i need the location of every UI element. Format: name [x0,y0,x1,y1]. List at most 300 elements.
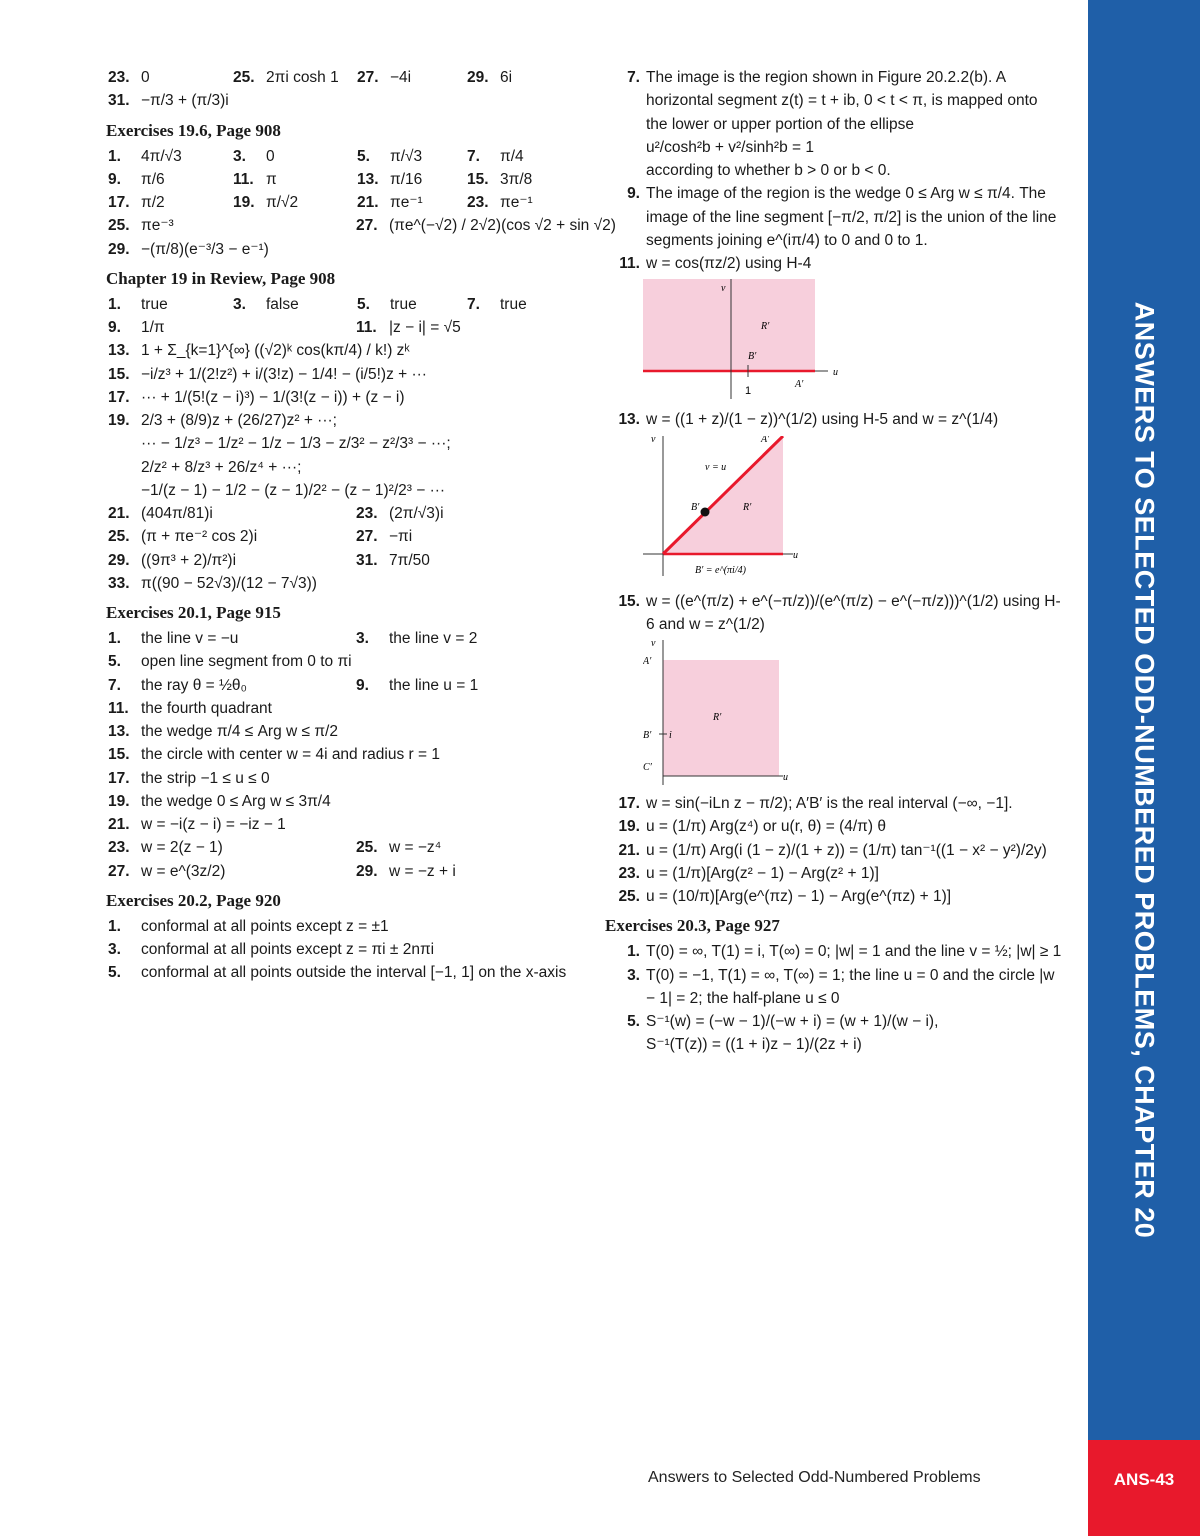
answer-row [108,627,578,650]
problem-number: 11. [108,699,129,717]
problem-number: 31. [356,551,378,569]
problem-number: 3. [627,966,640,984]
problem-answer: conformal at all points except z = πi ± 2nπi [141,941,435,958]
answer-cell [108,479,445,502]
problem-answer: u = (1/π) Arg(i (1 − z)/(1 + z)) = (1/π) tan⁻¹((1 − x² − y²)/2y) [646,841,1047,859]
label-v: v [721,283,726,295]
answer-cell [108,938,434,961]
answers-chapter19-5 [108,66,578,113]
problem-answer: u = (1/π) Arg(z⁴) or u(r, θ) = (4/π) θ [646,818,886,836]
answer-item [607,885,1062,908]
label-v: v [651,640,656,649]
problem-number: 29. [108,240,130,258]
problem-answer: π/√2 [266,194,299,211]
answer-cell [108,502,356,525]
answer-cell [108,66,233,89]
answer-cell [108,89,229,112]
problem-answer: T(0) = −1, T(1) = ∞, T(∞) = 1; the line u = 0 and the circle |w − 1| = 2; the half-plane u ≤ 0 [646,966,1055,1007]
answer-row [108,813,578,836]
answer-cell [356,525,412,548]
answer-cell [357,145,467,168]
problem-answer: open line segment from 0 to πi [141,653,352,671]
problem-answer: 4π/√3 [141,147,182,165]
answer-cell [108,145,233,168]
answer-row [108,743,578,766]
answer-cell [467,191,533,214]
problem-answer: The image is the region shown in Figure 20.2.2(b). A horizontal segment z(t) = t + ib, 0 < t < π, is mapped onto the lower or upper portion of the ellipse [646,69,1038,133]
problem-answer: w = −z⁴ [389,839,442,857]
label-r: R′ [743,501,752,513]
answer-cell [108,409,337,432]
heading-exercises-20-3: Exercises 20.3, Page 927 [605,916,780,936]
problem-answer: S⁻¹(w) = (−w − 1)/(−w + i) = (w + 1)/(w − i), [646,1013,939,1030]
answer-cell [108,525,356,548]
problem-answer: 7π/50 [389,551,430,569]
problem-number: 29. [108,551,130,569]
section-answers [108,915,578,985]
problem-answer: −π/3 + (π/3)i [141,92,229,110]
answer-item [607,252,1062,275]
problem-number: 15. [618,592,640,610]
answer-item [607,839,1062,862]
answer-cell [356,214,616,237]
label-r: R′ [761,321,770,333]
problem-answer: the circle with center w = 4i and radius r = 1 [141,746,440,764]
problem-number: 13. [618,411,640,429]
answers-20-2-part1 [607,66,1062,275]
answer-item [607,964,1062,1011]
problem-number: 11. [233,170,254,188]
problem-answer: 2/z² + 8/z³ + 26/z⁴ + ···; [141,458,302,476]
problem-number: 15. [467,170,489,188]
answer-cell [467,66,512,89]
answer-cell [233,66,357,89]
problem-answer: w = cos(πz/2) using H-4 [646,255,812,272]
problem-number: 23. [108,69,130,86]
answer-item [607,1010,1062,1033]
answer-row [108,168,578,191]
problem-number: 33. [108,574,130,592]
point-b [701,507,710,516]
region-r [643,279,815,371]
problem-answer: πe⁻³ [141,217,174,235]
answer-cell [467,145,524,168]
answer-row [108,674,578,697]
label-a: A′ [795,379,804,391]
label-b: B′ [691,501,700,513]
answers-20-3 [607,940,1062,1056]
problem-number: 7. [627,69,640,86]
problem-answer: The image of the region is the wedge 0 ≤ Arg w ≤ π/4. The image of the line segment [−π/2, π/2] is the union of the line segments joining e^(iπ/4) to 0 and 0 to 1. [646,185,1057,249]
problem-number: 5. [108,964,121,982]
problem-answer: |z − i| = √5 [389,319,461,336]
problem-number: 7. [467,295,480,313]
answer-cell [108,860,356,883]
problem-answer: w = e^(3z/2) [141,862,226,880]
problem-number: 1. [627,943,640,961]
answer-cell [108,697,272,720]
problem-number: 13. [108,342,130,360]
problem-number: 23. [467,194,489,211]
answer-row [108,860,578,883]
answer-row [108,938,578,961]
problem-number: 9. [108,170,121,188]
problem-answer: π/√3 [390,147,423,165]
answer-row [108,363,578,386]
answer-cell [357,66,467,89]
answer-cell [108,813,286,836]
problem-answer: 1/π [141,319,165,336]
problem-number: 15. [108,365,130,383]
answer-cell [233,293,357,316]
problem-number: 25. [356,839,378,857]
problem-answer: the ray θ = ½θ₀ [141,676,247,694]
answer-cell [108,238,269,261]
problem-answer: π/16 [390,170,423,188]
answer-cell [108,674,356,697]
problem-answer: π [266,170,277,188]
answer-row [108,697,578,720]
label-b-eq: B′ = e^(πi/4) [695,564,746,576]
answer-cell [356,836,441,859]
label-b: B′ [748,351,757,363]
answer-20-2-13 [607,408,1062,431]
problem-answer: −4i [390,69,412,86]
problem-number: 29. [356,862,378,880]
label-u: u [783,772,788,783]
running-footer: Answers to Selected Odd-Numbered Problems [648,1469,981,1486]
answer-row [108,191,578,214]
answer-row [108,961,578,984]
problem-number: 25. [233,69,255,86]
answer-cell [108,191,233,214]
answer-cell [108,720,338,743]
problem-answer: the wedge π/4 ≤ Arg w ≤ π/2 [141,723,338,740]
sidebar-title: ANSWERS TO SELECTED ODD-NUMBERED PROBLEMS, CHAPTER 20 [1129,301,1160,1239]
answer-item [607,940,1062,963]
problem-number: 9. [627,185,640,203]
problem-number: 13. [357,170,379,188]
problem-number: 5. [357,147,370,165]
problem-answer: −1/(z − 1) − 1/2 − (z − 1)/2² − (z − 1)²/2³ − ··· [141,481,446,499]
problem-answer: w = sin(−iLn z − π/2); A′B′ is the real interval (−∞, −1]. [646,795,1013,812]
answer-cell [467,293,527,316]
problem-answer: ((9π³ + 2)/π²)i [141,551,237,569]
problem-answer: w = ((1 + z)/(1 − z))^(1/2) using H-5 and w = z^(1/4) [646,411,999,429]
answer-row [108,525,578,548]
answer-cell [108,743,440,766]
problem-answer: π/6 [141,170,165,188]
problem-answer: 2πi cosh 1 [266,69,339,86]
problem-number: 23. [108,839,130,857]
answer-cell [108,961,566,984]
label-one: 1 [745,385,752,398]
problem-number: 7. [108,676,121,694]
problem-answer: conformal at all points outside the interval [−1, 1] on the x-axis [141,964,567,982]
problem-answer: π((90 − 52√3)/(12 − 7√3)) [141,574,317,592]
answer-row [108,339,578,362]
problem-number: 25. [108,528,130,546]
label-u: u [793,549,798,561]
answer-item [607,136,1062,159]
answer-row [108,915,578,938]
problem-number: 9. [356,676,369,694]
answer-row [108,145,578,168]
label-i: i [669,730,672,741]
problem-number: 1. [108,630,121,647]
answer-cell [108,214,356,237]
figure-13 [643,436,853,586]
answer-row [108,767,578,790]
problem-number: 25. [618,888,640,905]
answer-row [108,790,578,813]
answer-cell [356,627,477,650]
problem-number: 3. [233,147,246,165]
answer-row [108,502,578,525]
problem-number: 17. [618,795,640,812]
sidebar-title-wrap [1088,0,1200,1440]
answer-item [607,815,1062,838]
section-answers [108,627,578,883]
problem-answer: 2/3 + (8/9)z + (26/27)z² + ···; [141,412,337,429]
problem-number: 23. [618,864,640,882]
answer-row [108,720,578,743]
problem-answer: true [500,295,527,313]
problem-number [108,479,141,502]
problem-number: 17. [108,194,130,211]
label-r: R′ [713,712,722,723]
answer-item [607,66,1062,136]
problem-answer: w = 2(z − 1) [141,839,223,857]
problem-answer: w = −i(z − i) = −iz − 1 [141,816,286,833]
problem-answer: −(π/8)(e⁻³/3 − e⁻¹) [141,240,269,258]
left-column [106,66,616,985]
answer-cell [108,650,352,673]
answer-cell [108,316,356,339]
problem-answer: (2π/√3)i [389,505,444,522]
problem-number: 23. [356,505,378,522]
problem-answer: (πe^(−√2) / 2√2)(cos √2 + sin √2) [389,217,616,235]
answer-item [607,590,1062,637]
answer-cell [467,168,532,191]
problem-answer: 0 [141,69,150,86]
answer-row [108,456,578,479]
problem-number: 1. [108,295,121,313]
answer-cell [357,191,467,214]
problem-number: 27. [357,69,379,86]
problem-answer: the line v = −u [141,630,239,647]
answer-cell [108,836,356,859]
problem-answer: the strip −1 ≤ u ≤ 0 [141,769,270,787]
answer-cell [356,502,444,525]
problem-answer: u = (1/π)[Arg(z² − 1) − Arg(z² + 1)] [646,864,879,882]
problem-answer: π/2 [141,194,165,211]
answer-row [108,214,616,237]
answer-row [108,66,578,89]
problem-number: 27. [108,862,130,880]
problem-number: 31. [108,92,130,110]
section-answers [108,293,578,595]
answer-cell [108,767,270,790]
section-answers [108,145,616,261]
problem-number: 25. [108,217,130,235]
problem-number: 15. [108,746,130,764]
answer-row [108,409,578,432]
problem-answer: 1 + Σ_{k=1}^{∞} ((√2)ᵏ cos(kπ/4) / k!) zᵏ [141,342,410,360]
problem-answer: conformal at all points except z = ±1 [141,917,389,935]
answer-cell [108,339,410,362]
answer-row [108,479,578,502]
problem-answer: true [141,295,168,313]
answer-row [108,89,578,112]
answer-cell [108,790,331,813]
answer-cell [108,572,317,595]
problem-answer: ··· + 1/(5!(z − i)³) − 1/(3!(z − i)) + (z − i) [141,388,405,406]
problem-number: 19. [108,792,130,810]
right-column [607,66,1062,1057]
problem-number: 3. [356,630,369,647]
page-number: ANS-43 [1113,1470,1175,1489]
label-b: B′ [643,730,652,741]
problem-number [108,456,141,479]
problem-number: 11. [356,319,377,336]
problem-answer: (404π/81)i [141,505,213,522]
answer-cell [108,915,389,938]
problem-answer: πe⁻¹ [500,194,533,211]
answer-row [108,836,578,859]
problem-number: 13. [108,723,130,740]
answers-20-2-part2 [607,792,1062,908]
answer-cell [108,627,356,650]
section-heading: Exercises 19.6, Page 908 [106,120,281,140]
problem-number: 27. [356,217,378,235]
problem-answer: according to whether b > 0 or b < 0. [646,162,891,179]
label-a: A′ [643,656,652,667]
problem-answer: 6i [500,69,513,86]
answer-cell [108,363,427,386]
section-heading: Exercises 20.2, Page 920 [106,890,281,910]
problem-number: 19. [108,412,130,429]
answer-cell [233,191,357,214]
problem-number: 21. [618,841,640,859]
problem-number: 17. [108,769,130,787]
problem-answer: the line v = 2 [389,630,478,647]
problem-answer: u = (10/π)[Arg(e^(πz) − 1) − Arg(e^(πz) + 1)] [646,888,952,905]
answer-cell [356,674,478,697]
problem-answer: πe⁻¹ [390,194,423,211]
problem-answer: false [266,295,299,313]
problem-answer: 0 [266,147,275,165]
problem-answer: −i/z³ + 1/(2!z²) + i/(3!z) − 1/4! − (i/5!)z + ··· [141,365,427,383]
problem-number: 11. [619,255,640,272]
section-heading: Exercises 20.1, Page 915 [106,603,281,622]
answer-cell [357,293,467,316]
problem-number: 19. [618,818,640,836]
answer-cell [356,860,456,883]
problem-answer: w = −z + i [389,862,456,880]
problem-answer: w = ((e^(π/z) + e^(−π/z))/(e^(π/z) − e^(−π/z)))^(1/2) using H-6 and w = z^(1/2) [646,592,1061,633]
problem-number: 3. [233,295,246,313]
left-sections [106,120,616,985]
problem-number: 1. [108,917,121,935]
answer-item [607,159,1062,182]
problem-number: 27. [356,528,378,546]
answer-cell [357,168,467,191]
problem-answer: the line u = 1 [389,676,479,694]
problem-answer: (π + πe⁻² cos 2)i [141,528,258,546]
answer-item [607,1033,1062,1056]
problem-number: 5. [357,295,370,313]
problem-number: 29. [467,69,489,86]
answer-row [108,238,578,261]
answer-row [108,386,578,409]
problem-number: 5. [108,653,121,671]
answer-cell [108,432,451,455]
answer-cell [108,293,233,316]
problem-answer: S⁻¹(T(z)) = ((1 + i)z − 1)/(2z + i) [646,1036,862,1054]
problem-number: 21. [357,194,379,211]
answer-row [108,293,578,316]
problem-answer: the fourth quadrant [141,699,272,717]
label-c: C′ [643,762,652,773]
problem-number: 5. [627,1013,640,1030]
figure-11 [643,279,843,404]
figure-15 [643,640,843,788]
answer-cell [233,168,357,191]
problem-number: 1. [108,147,121,165]
problem-number: 9. [108,319,121,336]
answer-row [108,572,578,595]
problem-number: 7. [467,147,480,165]
problem-number: 19. [233,194,255,211]
problem-answer: u²/cosh²b + v²/sinh²b = 1 [646,138,814,156]
label-v-equals-u: v = u [705,461,727,473]
answer-cell [356,549,430,572]
answer-20-2-15 [607,590,1062,637]
problem-answer: π/4 [500,147,524,165]
answer-cell [108,168,233,191]
problem-answer: true [390,295,417,313]
answer-row [108,650,578,673]
problem-answer: −πi [389,528,413,546]
problem-answer: ··· − 1/z³ − 1/z² − 1/z − 1/3 − z/3² − z²/3³ − ···; [141,435,451,453]
answer-item [607,182,1062,252]
problem-number [108,432,141,455]
problem-number: 3. [108,941,121,958]
problem-number: 21. [108,816,130,833]
answer-cell [356,316,461,339]
label-a: A′ [761,435,770,445]
label-v: v [651,435,656,445]
answer-row [108,316,578,339]
section-heading: Chapter 19 in Review, Page 908 [106,268,336,288]
problem-answer: the wedge 0 ≤ Arg w ≤ 3π/4 [141,792,331,810]
answer-cell [108,549,356,572]
answer-item [607,408,1062,431]
answer-cell [233,145,357,168]
problem-number: 21. [108,505,130,522]
problem-number: 17. [108,388,130,406]
answer-cell [108,456,301,479]
problem-answer: 3π/8 [500,170,533,188]
problem-answer: T(0) = ∞, T(1) = i, T(∞) = 0; |w| = 1 and the line v = ½; |w| ≥ 1 [646,943,1062,961]
answer-cell [108,386,405,409]
answer-item [607,792,1062,815]
answer-item [607,862,1062,885]
label-u: u [833,367,838,379]
answer-row [108,432,578,455]
page-number-box [1088,1440,1200,1536]
